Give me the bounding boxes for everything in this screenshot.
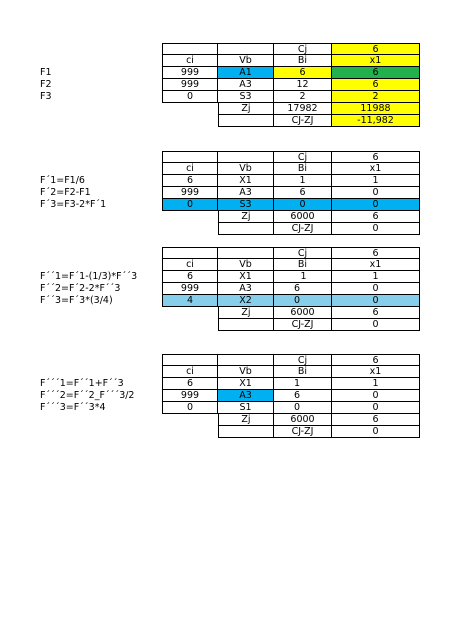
cell-bi[interactable]: 1 [274,271,332,283]
cell-empty[interactable] [218,115,274,127]
cell-x1[interactable]: 0 [332,402,420,414]
cell-empty[interactable] [162,354,218,366]
cj-value[interactable]: 6 [332,247,420,259]
cell-empty[interactable] [218,43,274,55]
row-operation-label: F´3=F3-2*F´1 [40,199,107,210]
cj-label[interactable]: Cj [274,247,332,259]
cell-vb[interactable]: A3 [218,187,274,199]
cell-x1[interactable]: 0 [332,199,420,211]
cell-empty[interactable] [218,354,274,366]
cell-bi[interactable]: 6 [274,390,332,402]
row-operation-label: F´´´2=F´´2_F´´´3/2 [40,390,135,401]
header-bi[interactable]: Bi [274,366,332,378]
zj-x1[interactable]: 6 [332,211,420,223]
cell-x1[interactable]: 2 [332,91,420,103]
header-x1[interactable]: x1 [332,55,420,67]
cell-empty[interactable] [162,43,218,55]
cell-empty[interactable] [218,247,274,259]
cell-ci[interactable]: 999 [162,67,218,79]
cell-vb[interactable]: S3 [218,91,274,103]
header-ci[interactable]: ci [162,55,218,67]
zj-bi[interactable]: 6000 [274,307,332,319]
cjzj-label[interactable]: CJ-ZJ [274,319,332,331]
cjzj-label[interactable]: CJ-ZJ [274,223,332,235]
cjzj-label[interactable]: CJ-ZJ [274,115,332,127]
header-bi[interactable]: Bi [274,163,332,175]
cell-x1[interactable]: 0 [332,283,420,295]
cell-vb[interactable]: X1 [218,378,274,390]
header-bi[interactable]: Bi [274,259,332,271]
cell-empty[interactable] [218,151,274,163]
cell-bi[interactable]: 0 [274,199,332,211]
cell-vb[interactable]: X1 [218,271,274,283]
header-ci[interactable]: ci [162,366,218,378]
cell-ci[interactable]: 999 [162,390,218,402]
header-vb[interactable]: Vb [218,163,274,175]
cjzj-x1[interactable]: 0 [332,223,420,235]
row-operation-label: F´´´3=F´´3*4 [40,402,106,413]
row-operation-label: F´2=F2-F1 [40,187,91,198]
cj-value[interactable]: 6 [332,354,420,366]
cell-x1[interactable]: 1 [332,378,420,390]
zj-label[interactable]: Zj [218,103,274,115]
zj-x1[interactable]: 6 [332,307,420,319]
cell-bi[interactable]: 2 [274,91,332,103]
row-operation-label: F´´1=F´1-(1/3)*F´´3 [40,271,138,282]
cell-ci[interactable]: 0 [162,402,218,414]
header-x1[interactable]: x1 [332,259,420,271]
cell-empty[interactable] [218,319,274,331]
zj-bi[interactable]: 6000 [274,414,332,426]
header-vb[interactable]: Vb [218,55,274,67]
cell-ci[interactable]: 999 [162,187,218,199]
header-bi[interactable]: Bi [274,55,332,67]
zj-bi[interactable]: 17982 [274,103,332,115]
cell-bi[interactable]: 1 [274,175,332,187]
row-operation-label: F´´´1=F´´1+F´´3 [40,378,124,389]
zj-label[interactable]: Zj [218,211,274,223]
cell-ci[interactable]: 999 [162,79,218,91]
row-operation-label: F2 [40,79,52,90]
cell-x1[interactable]: 0 [332,390,420,402]
header-x1[interactable]: x1 [332,163,420,175]
cj-label[interactable]: Cj [274,43,332,55]
cell-vb[interactable]: A3 [218,283,274,295]
cell-ci[interactable]: 6 [162,175,218,187]
cell-x1[interactable]: 6 [332,67,420,79]
cj-label[interactable]: Cj [274,151,332,163]
zj-x1[interactable]: 6 [332,414,420,426]
row-operation-label: F3 [40,91,52,102]
cell-vb[interactable]: A1 [218,67,274,79]
zj-x1[interactable]: 11988 [332,103,420,115]
cjzj-x1[interactable]: -11,982 [332,115,420,127]
header-x1[interactable]: x1 [332,366,420,378]
cell-empty[interactable] [162,247,218,259]
row-operation-label: F´´3=F´3*(3/4) [40,295,113,306]
cj-value[interactable]: 6 [332,151,420,163]
row-operation-label: F´´2=F´2-2*F´´3 [40,283,121,294]
header-vb[interactable]: Vb [218,259,274,271]
cell-bi[interactable]: 1 [274,378,332,390]
cell-bi[interactable]: 12 [274,79,332,91]
cell-bi[interactable]: 6 [274,67,332,79]
cell-x1[interactable]: 6 [332,79,420,91]
cell-empty[interactable] [218,426,274,438]
cell-bi[interactable]: 6 [274,283,332,295]
zj-label[interactable]: Zj [218,307,274,319]
cell-empty[interactable] [218,223,274,235]
cell-vb[interactable]: X2 [218,295,274,307]
zj-label[interactable]: Zj [218,414,274,426]
row-operation-label: F´1=F1/6 [40,175,85,186]
cell-vb[interactable]: A3 [218,390,274,402]
zj-bi[interactable]: 6000 [274,211,332,223]
cell-ci[interactable]: 999 [162,283,218,295]
cell-bi[interactable]: 0 [274,295,332,307]
header-vb[interactable]: Vb [218,366,274,378]
cjzj-label[interactable]: CJ-ZJ [274,426,332,438]
cell-vb[interactable]: S3 [218,199,274,211]
cell-bi[interactable]: 0 [274,402,332,414]
cjzj-x1[interactable]: 0 [332,319,420,331]
cell-empty[interactable] [162,151,218,163]
cell-ci[interactable]: 6 [162,271,218,283]
cell-x1[interactable]: 0 [332,295,420,307]
header-ci[interactable]: ci [162,259,218,271]
cell-ci[interactable]: 0 [162,91,218,103]
header-ci[interactable]: ci [162,163,218,175]
cell-ci[interactable]: 4 [162,295,218,307]
cj-value[interactable]: 6 [332,43,420,55]
cjzj-x1[interactable]: 0 [332,426,420,438]
cell-vb[interactable]: X1 [218,175,274,187]
cj-label[interactable]: Cj [274,354,332,366]
cell-vb[interactable]: S1 [218,402,274,414]
cell-ci[interactable]: 6 [162,378,218,390]
cell-bi[interactable]: 6 [274,187,332,199]
cell-x1[interactable]: 0 [332,187,420,199]
cell-x1[interactable]: 1 [332,271,420,283]
cell-ci[interactable]: 0 [162,199,218,211]
row-operation-label: F1 [40,67,52,78]
cell-x1[interactable]: 1 [332,175,420,187]
cell-vb[interactable]: A3 [218,79,274,91]
